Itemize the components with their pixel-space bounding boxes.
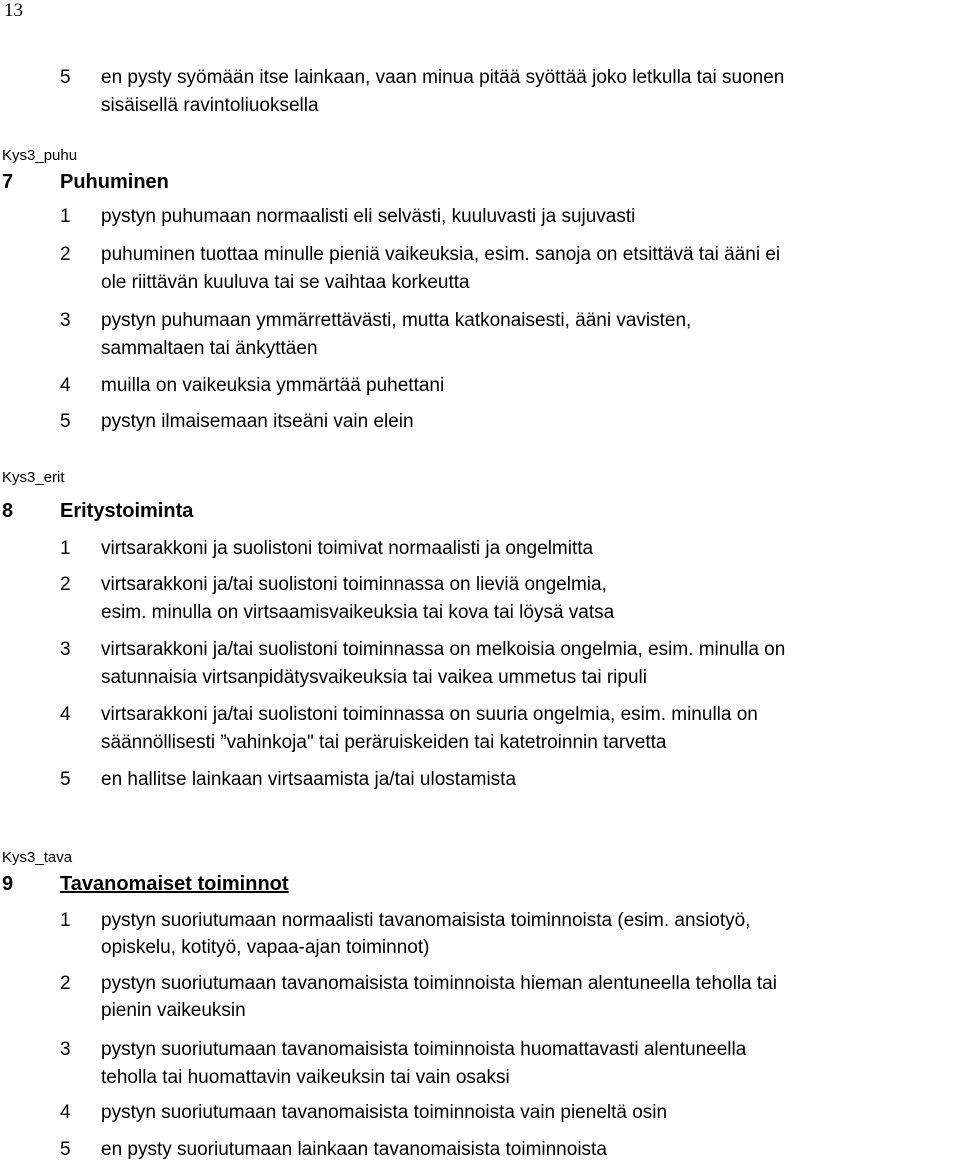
- item-number: 5: [60, 769, 71, 790]
- variable-name: Kys3_tava: [2, 849, 73, 866]
- item-text: pienin vaikeuksin: [101, 1000, 246, 1021]
- item-text: opiskelu, kotityö, vapaa-ajan toiminnot): [101, 937, 430, 958]
- variable-name: Kys3_erit: [2, 469, 65, 486]
- page-number: 13: [4, 0, 23, 21]
- item-text: satunnaisia virtsanpidätysvaikeuksia tai vaikea ummetus tai ripuli: [101, 667, 647, 688]
- item-text: teholla tai huomattavin vaikeuksin tai vain osaksi: [101, 1067, 510, 1088]
- item-text: esim. minulla on virtsaamisvaikeuksia tai kova tai löysä vatsa: [101, 602, 615, 623]
- item-text: pystyn suoriutumaan tavanomaisista toiminnoista huomattavasti alentuneella: [101, 1039, 747, 1060]
- item-number: 1: [60, 206, 71, 227]
- item-text: virtsarakkoni ja/tai suolistoni toiminnassa on melkoisia ongelmia, esim. minulla on: [101, 639, 786, 660]
- item-text: puhuminen tuottaa minulle pieniä vaikeuksia, esim. sanoja on etsittävä tai ääni ei: [101, 244, 781, 265]
- item-number: 3: [60, 310, 71, 331]
- item-text: sammaltaen tai änkyttäen: [101, 338, 318, 359]
- section-number: 8: [2, 500, 14, 522]
- item-text: muilla on vaikeuksia ymmärtää puhettani: [101, 375, 445, 396]
- item-text: en pysty suoriutumaan lainkaan tavanomaisista toiminnoista: [101, 1139, 607, 1160]
- item-number: 5: [60, 1139, 71, 1160]
- section-number: 9: [2, 873, 14, 895]
- item-number: 4: [60, 1102, 71, 1123]
- section-number: 7: [2, 171, 14, 193]
- item-number: 1: [60, 910, 71, 931]
- section-title: Tavanomaiset toiminnot: [60, 873, 289, 895]
- item-number: 2: [60, 244, 71, 265]
- item-text: virtsarakkoni ja/tai suolistoni toiminnassa on suuria ongelmia, esim. minulla on: [101, 704, 758, 725]
- item-text: en pysty syömään itse lainkaan, vaan minua pitää syöttää joko letkulla tai suonen: [101, 67, 785, 88]
- item-text: säännöllisesti ”vahinkoja" tai peräruiskeiden tai katetroinnin tarvetta: [101, 732, 667, 753]
- section-title: Puhuminen: [60, 171, 169, 193]
- item-number: 5: [60, 411, 71, 432]
- item-text: pystyn puhumaan ymmärrettävästi, mutta katkonaisesti, ääni vavisten,: [101, 310, 692, 331]
- item-text: pystyn suoriutumaan normaalisti tavanomaisista toiminnoista (esim. ansiotyö,: [101, 910, 751, 931]
- item-number: 3: [60, 1039, 71, 1060]
- item-number: 2: [60, 973, 71, 994]
- variable-name: Kys3_puhu: [2, 147, 78, 164]
- item-number: 4: [60, 375, 71, 396]
- item-number: 5: [60, 67, 71, 88]
- item-text: ole riittävän kuuluva tai se vaihtaa korkeutta: [101, 272, 470, 293]
- item-text: en hallitse lainkaan virtsaamista ja/tai ulostamista: [101, 769, 517, 790]
- item-text: pystyn ilmaisemaan itseäni vain elein: [101, 411, 414, 432]
- item-text: pystyn suoriutumaan tavanomaisista toiminnoista vain pieneltä osin: [101, 1102, 668, 1123]
- item-text: virtsarakkoni ja/tai suolistoni toiminnassa on lieviä ongelmia,: [101, 574, 607, 595]
- section-title: Eritystoiminta: [60, 500, 194, 522]
- item-number: 4: [60, 704, 71, 725]
- item-text: pystyn puhumaan normaalisti eli selvästi, kuuluvasti ja sujuvasti: [101, 206, 636, 227]
- item-text: pystyn suoriutumaan tavanomaisista toiminnoista hieman alentuneella teholla tai: [101, 973, 777, 994]
- item-text: sisäisellä ravintoliuoksella: [101, 95, 319, 116]
- item-number: 1: [60, 538, 71, 559]
- item-text: virtsarakkoni ja suolistoni toimivat normaalisti ja ongelmitta: [101, 538, 594, 559]
- item-number: 3: [60, 639, 71, 660]
- item-number: 2: [60, 574, 71, 595]
